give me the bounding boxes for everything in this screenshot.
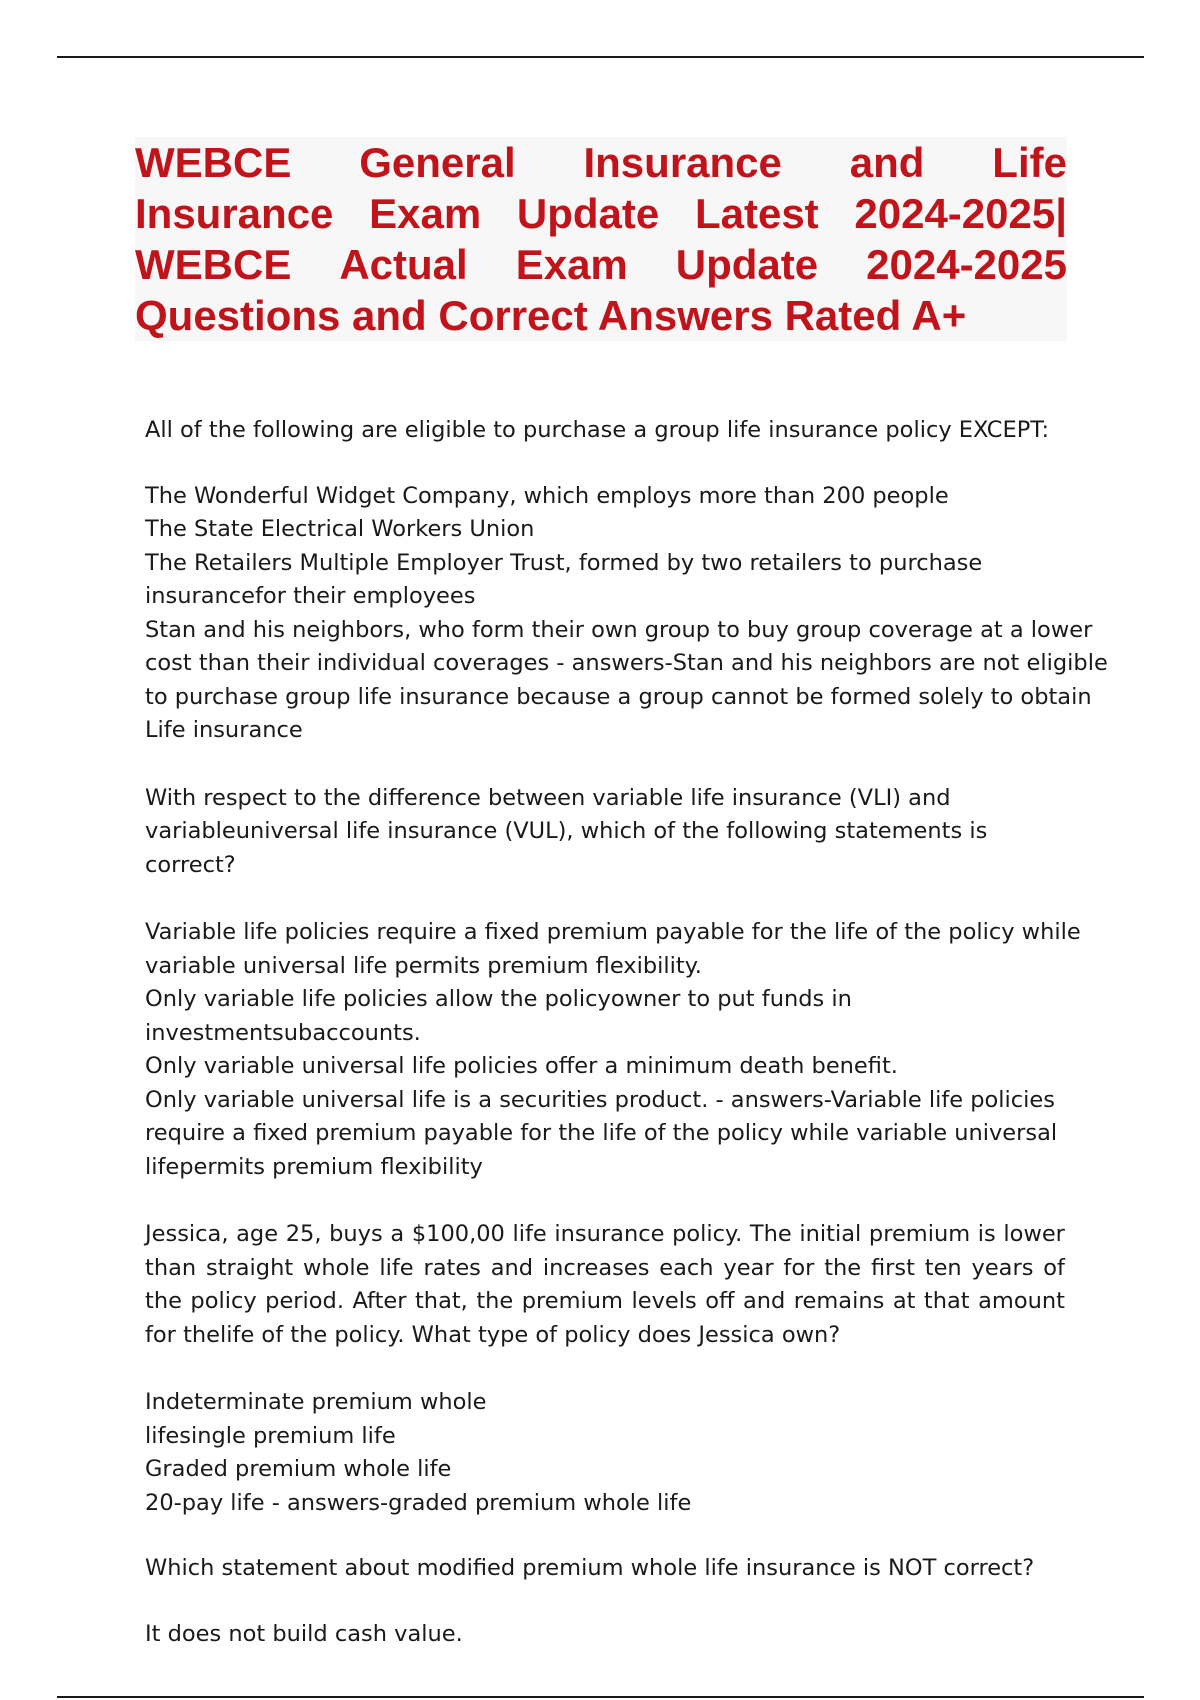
title-word: WEBCE	[135, 139, 292, 186]
word: age	[236, 1221, 279, 1247]
question-text	[145, 1218, 1065, 1252]
word: first	[870, 1254, 915, 1281]
title-word: Exam	[515, 241, 628, 288]
option-line: Only variable universal life is a securities product. - answers-Variable life policies	[145, 1086, 1055, 1113]
word: life	[379, 1254, 414, 1281]
word: than	[145, 1254, 197, 1281]
option-line: lifepermits premium flexibility	[145, 1153, 483, 1180]
question-text: Which statement about modified premium whole life insurance is NOT correct?	[145, 1555, 1035, 1581]
option-line: investmentsubaccounts.	[145, 1019, 421, 1046]
word: premium	[521, 1288, 623, 1314]
word: Jessica,	[145, 1221, 229, 1247]
question-text: for thelife of the policy. What type of policy does Jessica own?	[145, 1321, 841, 1348]
word: whole	[303, 1254, 370, 1281]
option-line: Stan and his neighbors, who form their own group to buy group coverage at a lower	[145, 616, 1093, 643]
option-line: The Wonderful Widget Company, which employs more than 200 people	[145, 482, 949, 509]
question-1-options	[145, 480, 1108, 748]
word: $100,00	[411, 1221, 505, 1247]
word: each	[659, 1254, 714, 1281]
title-line-1	[135, 137, 1067, 188]
word: a	[390, 1221, 405, 1247]
word: off	[705, 1288, 735, 1314]
option-line: require a fixed premium payable for the life of the policy while variable universal	[145, 1120, 1058, 1146]
option-line: lifesingle premium life	[145, 1422, 396, 1449]
title-word: WEBCE	[135, 241, 292, 288]
word: buys	[329, 1221, 383, 1247]
word: premium	[868, 1221, 971, 1247]
option-line: Life insurance	[145, 717, 303, 743]
word: life	[512, 1221, 547, 1247]
question-1	[145, 414, 1065, 448]
question-2	[145, 782, 1065, 883]
word: ten	[924, 1254, 962, 1281]
question-text: correct?	[145, 851, 236, 878]
title-word: Insurance	[135, 190, 334, 237]
option-line: Only variable universal life policies offer a minimum death benefit.	[145, 1053, 898, 1079]
word: that,	[414, 1288, 468, 1314]
option-line: insurancefor their employees	[145, 583, 476, 609]
question-4-options	[145, 1618, 1065, 1652]
option-line: Variable life policies require a fixed premium payable for the life of the policy while	[145, 919, 1081, 945]
option-line: Only variable life policies allow the policyowner to put funds in	[145, 986, 852, 1012]
question-4	[145, 1552, 1065, 1586]
title-word: Insurance	[583, 139, 782, 186]
word: rates	[423, 1254, 481, 1281]
word: lower	[1003, 1221, 1065, 1247]
word: at	[892, 1288, 916, 1314]
word: After	[352, 1288, 407, 1314]
title-line-2	[135, 188, 1067, 239]
word: initial	[799, 1221, 862, 1247]
word: increases	[542, 1254, 650, 1281]
question-content	[145, 414, 1108, 1651]
word: insurance	[554, 1221, 665, 1247]
title-word: Life	[992, 139, 1067, 186]
word: period.	[265, 1288, 344, 1314]
title-word: Actual	[339, 241, 468, 288]
word: year	[723, 1254, 774, 1281]
question-2-options	[145, 916, 1081, 1184]
title-line-3	[135, 239, 1067, 290]
option-line: It does not build cash value.	[145, 1620, 463, 1647]
title-word: and	[849, 139, 925, 186]
title-word: 2024-2025	[866, 241, 1067, 288]
question-text: variableuniversal life insurance (VUL), which of the following statements is	[145, 818, 988, 844]
question-text	[145, 1252, 1065, 1286]
word: The	[749, 1221, 792, 1247]
word: straight	[205, 1254, 294, 1281]
question-text: All of the following are eligible to purchase a group life insurance policy EXCEPT:	[145, 417, 1050, 443]
word: that	[923, 1288, 970, 1314]
word: of	[1043, 1254, 1065, 1281]
word: is	[977, 1221, 996, 1247]
word: for	[783, 1254, 815, 1281]
word: and	[742, 1288, 786, 1314]
option-line: 20-pay life - answers-graded premium whole life	[145, 1489, 692, 1516]
bottom-rule	[57, 1696, 1144, 1698]
top-rule	[57, 56, 1144, 58]
word: and	[490, 1254, 534, 1281]
title-word: General	[359, 139, 516, 186]
word: years	[971, 1254, 1034, 1281]
question-text	[145, 1285, 1065, 1319]
title-word: Exam	[369, 190, 482, 237]
document-title	[135, 137, 1067, 341]
question-3-options	[145, 1386, 1065, 1520]
word: policy.	[672, 1221, 743, 1247]
title-word: 2024-2025|	[854, 190, 1067, 237]
option-line: cost than their individual coverages - answers-Stan and his neighbors are not eligible	[145, 650, 1108, 676]
option-line: to purchase group life insurance because a group cannot be formed solely to obtain	[145, 683, 1092, 710]
word: levels	[631, 1288, 697, 1314]
word: the	[824, 1254, 862, 1281]
option-line: The State Electrical Workers Union	[145, 516, 535, 542]
title-word: Update	[675, 241, 819, 288]
title-word: Latest	[694, 190, 819, 237]
option-line: The Retailers Multiple Employer Trust, formed by two retailers to purchase	[145, 549, 983, 576]
question-3	[145, 1218, 1065, 1352]
word: the	[476, 1288, 514, 1314]
word: 25,	[285, 1221, 322, 1247]
question-text: With respect to the difference between variable life insurance (VLI) and	[145, 784, 951, 811]
word: remains	[793, 1288, 885, 1314]
word: the	[145, 1288, 182, 1314]
word: policy	[190, 1288, 257, 1314]
option-line: Graded premium whole life	[145, 1456, 452, 1482]
option-line: variable universal life permits premium flexibility.	[145, 952, 702, 979]
title-line-4: Questions and Correct Answers Rated A+	[135, 292, 967, 339]
word: amount	[978, 1288, 1065, 1314]
title-word: Update	[516, 190, 660, 237]
option-line: Indeterminate premium whole	[145, 1389, 487, 1415]
